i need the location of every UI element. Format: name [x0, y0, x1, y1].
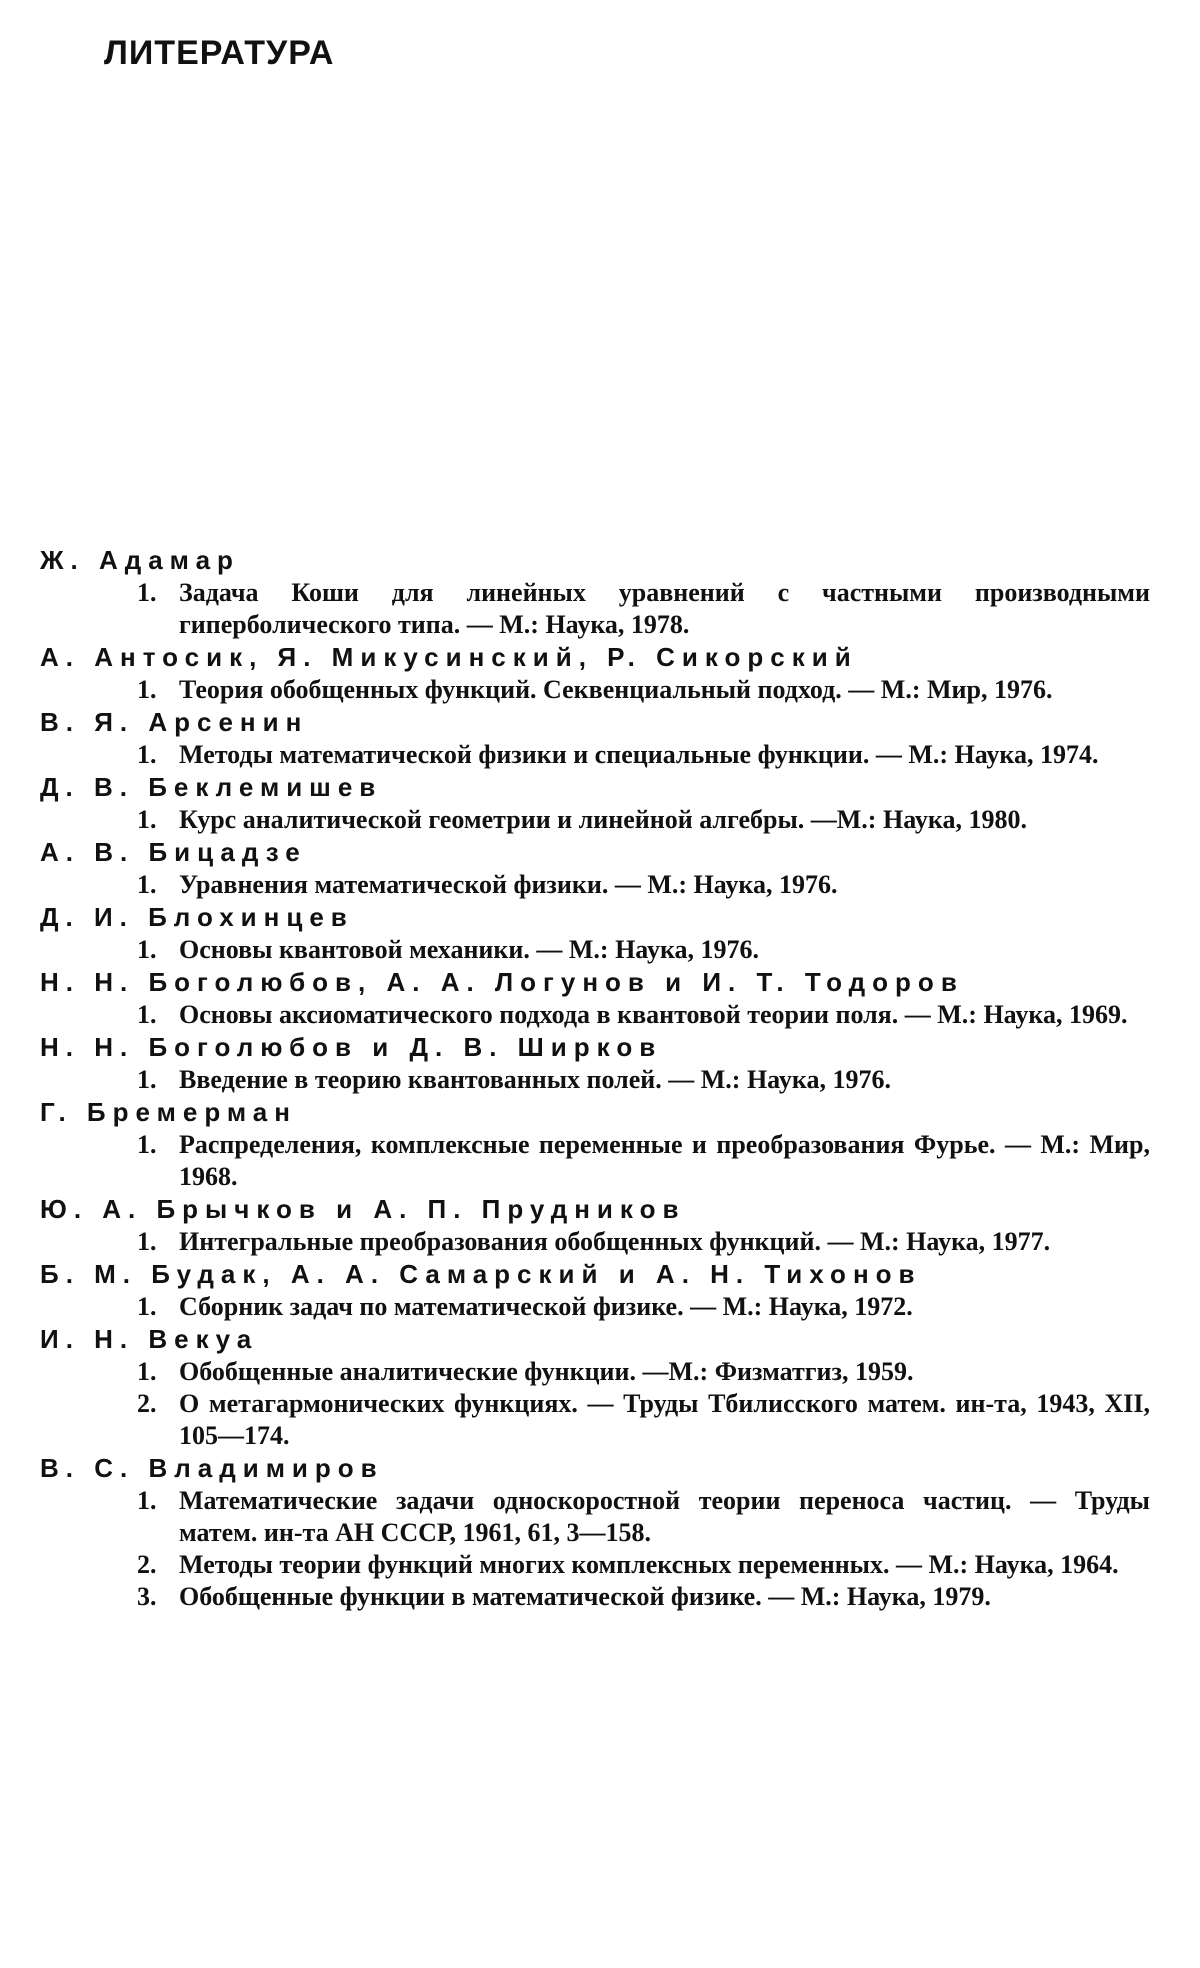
reference-author: А. В. Бицадзе	[40, 837, 307, 867]
reference-entry	[137, 869, 1150, 901]
reference-entry	[137, 999, 1150, 1031]
reference-group	[40, 1452, 1150, 1613]
reference-author: Н. Н. Боголюбов, А. А. Логунов и И. Т. Тодоров	[40, 967, 964, 997]
entry-number: 1.	[137, 805, 157, 834]
entry-text: Введение в теорию квантованных полей. — М.: Наука, 1976.	[179, 1065, 891, 1094]
reference-entry	[137, 577, 1150, 641]
reference-entry	[137, 739, 1150, 771]
entry-number: 1.	[137, 935, 157, 964]
bibliography-list	[40, 544, 1150, 1613]
reference-group	[40, 706, 1150, 771]
reference-group	[40, 1323, 1150, 1452]
entry-text: Математические задачи односкоростной теории переноса частиц. — Труды матем. ин-та АН СССР, 1961, 61, 3—158.	[179, 1486, 1150, 1547]
entry-number: 1.	[137, 578, 157, 607]
reference-group	[40, 1258, 1150, 1323]
reference-author: Г. Бремерман	[40, 1097, 297, 1127]
reference-group	[40, 1096, 1150, 1193]
entry-text: Задача Коши для линейных уравнений с частными производными гиперболического типа. — М.: Наука, 1978.	[179, 578, 1150, 639]
reference-entry	[137, 1064, 1150, 1096]
reference-group	[40, 966, 1150, 1031]
reference-entry	[137, 1356, 1150, 1388]
entry-number: 1.	[137, 870, 157, 899]
reference-entry	[137, 1129, 1150, 1193]
entry-number: 3.	[137, 1582, 157, 1611]
entry-text: Основы квантовой механики. — М.: Наука, 1976.	[179, 935, 760, 964]
reference-entry	[137, 1291, 1150, 1323]
entry-number: 1.	[137, 1486, 157, 1515]
entry-number: 1.	[137, 675, 157, 704]
reference-author: Ю. А. Брычков и А. П. Прудников	[40, 1194, 686, 1224]
reference-group	[40, 771, 1150, 836]
reference-group	[40, 901, 1150, 966]
reference-author: И. Н. Векуа	[40, 1324, 259, 1354]
page-title: ЛИТЕРАТУРА	[104, 34, 335, 72]
reference-author: Н. Н. Боголюбов и Д. В. Ширков	[40, 1032, 663, 1062]
entry-number: 1.	[137, 1000, 157, 1029]
entry-text: О метагармонических функциях. — Труды Тбилисского матем. ин-та, 1943, XII, 105—174.	[179, 1389, 1150, 1450]
reference-entry	[137, 1388, 1150, 1452]
reference-group	[40, 1031, 1150, 1096]
reference-author: Ж. Адамар	[40, 545, 240, 575]
entry-number: 1.	[137, 1292, 157, 1321]
reference-group	[40, 544, 1150, 641]
entry-number: 2.	[137, 1550, 157, 1579]
reference-entry	[137, 674, 1150, 706]
entry-text: Теория обобщенных функций. Секвенциальный подход. — М.: Мир, 1976.	[179, 675, 1053, 704]
reference-author: Б. М. Будак, А. А. Самарский и А. Н. Тихонов	[40, 1259, 922, 1289]
reference-author: А. Антосик, Я. Микусинский, Р. Сикорский	[40, 642, 858, 672]
entry-text: Методы математической физики и специальные функции. — М.: Наука, 1974.	[179, 740, 1099, 769]
reference-group	[40, 641, 1150, 706]
entry-number: 1.	[137, 1130, 157, 1159]
entry-text: Методы теории функций многих комплексных переменных. — М.: Наука, 1964.	[179, 1550, 1119, 1579]
entry-number: 1.	[137, 1065, 157, 1094]
reference-entry	[137, 1226, 1150, 1258]
reference-entry	[137, 804, 1150, 836]
reference-author: Д. В. Беклемишев	[40, 772, 383, 802]
entry-text: Сборник задач по математической физике. — М.: Наука, 1972.	[179, 1292, 913, 1321]
entry-number: 1.	[137, 1357, 157, 1386]
reference-author: В. Я. Арсенин	[40, 707, 309, 737]
reference-group	[40, 1193, 1150, 1258]
entry-text: Распределения, комплексные переменные и преобразования Фурье. — М.: Мир, 1968.	[179, 1130, 1150, 1191]
entry-text: Интегральные преобразования обобщенных функций. — М.: Наука, 1977.	[179, 1227, 1051, 1256]
reference-entry	[137, 1549, 1150, 1581]
entry-text: Обобщенные аналитические функции. —М.: Физматгиз, 1959.	[179, 1357, 914, 1386]
entry-number: 1.	[137, 1227, 157, 1256]
reference-author: Д. И. Блохинцев	[40, 902, 354, 932]
entry-text: Уравнения математической физики. — М.: Наука, 1976.	[179, 870, 838, 899]
reference-entry	[137, 1485, 1150, 1549]
entry-text: Обобщенные функции в математической физике. — М.: Наука, 1979.	[179, 1582, 991, 1611]
entry-text: Курс аналитической геометрии и линейной алгебры. —М.: Наука, 1980.	[179, 805, 1027, 834]
reference-entry	[137, 1581, 1150, 1613]
reference-group	[40, 836, 1150, 901]
entry-number: 2.	[137, 1389, 157, 1418]
entry-number: 1.	[137, 740, 157, 769]
reference-entry	[137, 934, 1150, 966]
reference-author: В. С. Владимиров	[40, 1453, 384, 1483]
entry-text: Основы аксиоматического подхода в квантовой теории поля. — М.: Наука, 1969.	[179, 1000, 1128, 1029]
